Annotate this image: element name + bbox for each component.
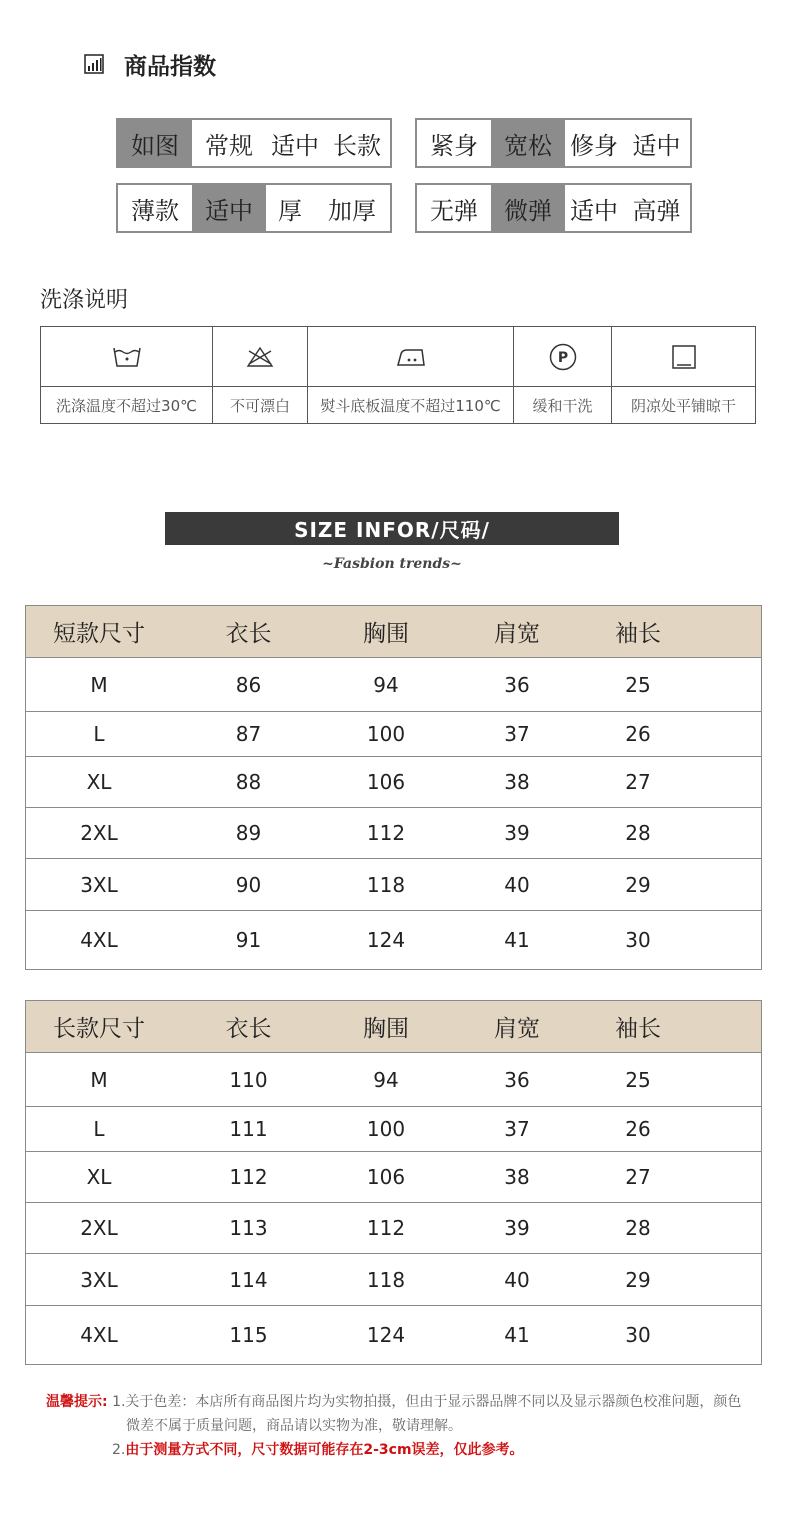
size-cell: XL: [86, 1165, 112, 1189]
size-cell: 3XL: [80, 1267, 118, 1292]
no-bleach-icon: [245, 345, 275, 369]
size-cell: 3XL: [80, 872, 118, 897]
note-line: [46, 1438, 766, 1462]
value-cell: 41: [504, 927, 530, 952]
value-cell: 106: [366, 1165, 406, 1189]
value-cell: 90: [235, 872, 262, 897]
hand-wash-30-icon: [112, 344, 142, 370]
note-text: 微差不属于质量问题，商品请以实物为准，敬请理解。: [126, 1418, 462, 1434]
attr-group-style: [116, 118, 392, 168]
table-row: [26, 1254, 761, 1306]
wash-label: 缓和干洗: [532, 396, 593, 415]
note-warning: 由于测量方式不同，尺寸数据可能存在2-3cm误差，仅此参考。: [125, 1442, 524, 1458]
size-cell: M: [90, 1067, 108, 1092]
size-cell: M: [90, 672, 108, 697]
value-cell: 27: [625, 770, 651, 794]
size-cell: 2XL: [80, 1216, 118, 1240]
attr-option: 微弹: [491, 185, 565, 231]
table-row: [26, 1306, 761, 1363]
attr-group-elasticity: [415, 183, 692, 233]
attr-option: 宽松: [491, 120, 565, 166]
value-cell: 30: [625, 927, 651, 952]
header-cell: 袖长: [615, 1016, 661, 1042]
value-cell: 26: [625, 722, 651, 746]
short-size-table: [25, 605, 762, 970]
value-cell: 91: [235, 927, 262, 952]
wash-cell: [514, 327, 612, 423]
attr-option: 长款: [333, 131, 381, 160]
header-cell: 肩宽: [494, 621, 540, 647]
value-cell: 112: [229, 1165, 268, 1189]
size-cell: L: [93, 1117, 105, 1141]
table-row: [26, 1152, 761, 1203]
table-header: [26, 1001, 761, 1053]
value-cell: 29: [625, 1267, 651, 1292]
value-cell: 94: [373, 1067, 399, 1092]
attr-option: 无弹: [430, 196, 478, 225]
attr-group-thickness: [116, 183, 392, 233]
value-cell: 30: [625, 1322, 651, 1347]
table-row: [26, 859, 761, 911]
value-cell: 25: [625, 1067, 651, 1092]
value-cell: 88: [235, 770, 262, 794]
attr-option: 紧身: [430, 131, 478, 160]
header-cell: 胸围: [363, 621, 409, 647]
value-cell: 36: [504, 672, 530, 697]
value-cell: 25: [625, 672, 651, 697]
wash-cell: [213, 327, 308, 423]
tips-notes: [46, 1390, 766, 1462]
table-row: [26, 658, 761, 712]
header-cell: 短款尺寸: [53, 621, 145, 647]
size-subtitle: ~Fasbion trends~: [322, 556, 462, 572]
value-cell: 38: [504, 1165, 530, 1189]
table-row: [26, 808, 761, 859]
value-cell: 29: [625, 872, 651, 897]
value-cell: 100: [366, 722, 406, 746]
size-cell: 2XL: [80, 821, 118, 845]
table-row: [26, 1053, 761, 1107]
value-cell: 89: [235, 821, 262, 845]
table-row: [26, 712, 761, 757]
value-cell: 118: [366, 1267, 406, 1292]
product-index-header: [84, 48, 216, 80]
value-cell: 112: [366, 1216, 406, 1240]
value-cell: 27: [625, 1165, 651, 1189]
wash-cell: [612, 327, 755, 423]
attr-option: 适中: [570, 196, 618, 225]
value-cell: 87: [235, 722, 262, 746]
header-cell: 肩宽: [494, 1016, 540, 1042]
note-text: 1.关于色差：本店所有商品图片均为实物拍摄，但由于显示器品牌不同以及显示器颜色校准问题，颜色: [112, 1394, 742, 1410]
value-cell: 39: [504, 821, 530, 845]
attr-option: 薄款: [131, 196, 179, 225]
value-cell: 28: [625, 1216, 651, 1240]
wash-label: 不可漂白: [229, 396, 290, 415]
attr-option: 修身: [570, 131, 618, 160]
value-cell: 40: [504, 872, 530, 897]
signal-bars-icon: [84, 54, 104, 74]
attr-option: 常规: [205, 131, 253, 160]
note-number: 2.: [112, 1442, 126, 1458]
size-cell: XL: [86, 770, 112, 794]
table-row: [26, 1203, 761, 1254]
attr-option: 高弹: [632, 196, 681, 225]
header-cell: 长款尺寸: [53, 1016, 145, 1042]
attr-option: 加厚: [328, 196, 376, 225]
attr-option: 适中: [192, 185, 266, 231]
value-cell: 110: [229, 1067, 268, 1092]
table-row: [26, 1107, 761, 1152]
header-cell: 胸围: [363, 1016, 409, 1042]
wash-label: 洗涤温度不超过30℃: [56, 396, 197, 415]
value-cell: 118: [366, 872, 406, 897]
dry-clean-p-icon: [548, 342, 578, 372]
value-cell: 100: [366, 1117, 406, 1141]
attr-group-fit: [415, 118, 692, 168]
value-cell: 86: [235, 672, 262, 697]
size-cell: 4XL: [80, 927, 118, 952]
size-cell: 4XL: [80, 1322, 118, 1347]
svg-text:P: P: [557, 349, 568, 366]
attr-option: 如图: [118, 120, 192, 166]
value-cell: 26: [625, 1117, 651, 1141]
dry-flat-shade-icon: [670, 343, 698, 371]
value-cell: 36: [504, 1067, 530, 1092]
value-cell: 37: [504, 1117, 530, 1141]
wash-label: 熨斗底板温度不超过110℃: [320, 396, 501, 415]
size-cell: L: [93, 722, 105, 746]
value-cell: 112: [366, 821, 406, 845]
attr-option: 适中: [632, 131, 681, 160]
size-info-banner: SIZE INFOR/尺码/: [165, 512, 619, 545]
table-header: [26, 606, 761, 658]
header-cell: 袖长: [615, 621, 661, 647]
wash-label: 阴凉处平铺晾干: [630, 396, 736, 415]
wash-title: 洗涤说明: [40, 288, 129, 313]
product-index-title: 商品指数: [124, 53, 216, 80]
wash-cell: [308, 327, 514, 423]
wash-cell: [41, 327, 213, 423]
value-cell: 38: [504, 770, 530, 794]
table-row: [26, 911, 761, 968]
value-cell: 111: [229, 1117, 268, 1141]
value-cell: 124: [366, 1322, 406, 1347]
value-cell: 94: [373, 672, 399, 697]
value-cell: 40: [504, 1267, 530, 1292]
attr-option: 厚: [278, 196, 302, 225]
value-cell: 37: [504, 722, 530, 746]
iron-medium-icon: [395, 345, 427, 369]
value-cell: 124: [366, 927, 406, 952]
long-size-table: [25, 1000, 762, 1365]
value-cell: 41: [504, 1322, 530, 1347]
note-line: [46, 1390, 766, 1414]
table-row: [26, 757, 761, 808]
header-cell: 衣长: [225, 621, 272, 647]
value-cell: 114: [229, 1267, 268, 1292]
attr-option: 适中: [271, 131, 319, 160]
value-cell: 106: [366, 770, 406, 794]
value-cell: 28: [625, 821, 651, 845]
note-lead: 温馨提示:: [46, 1394, 108, 1410]
value-cell: 113: [229, 1216, 268, 1240]
wash-table: [40, 326, 756, 424]
value-cell: 39: [504, 1216, 530, 1240]
value-cell: 115: [229, 1322, 268, 1347]
header-cell: 衣长: [225, 1016, 272, 1042]
